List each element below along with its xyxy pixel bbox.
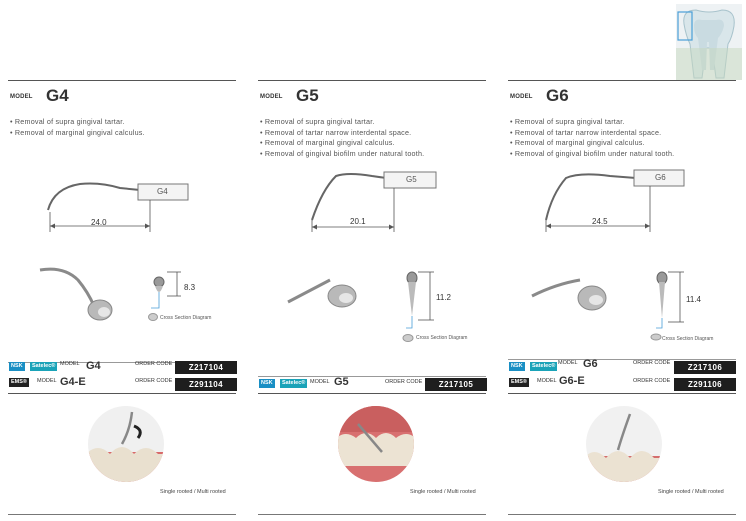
height-dimension: 11.4 xyxy=(686,295,701,304)
order-code: Z217105 xyxy=(425,378,487,391)
section-rule xyxy=(258,80,486,81)
description-item: • Removal of marginal gingival calculus. xyxy=(260,138,424,149)
satelec-tag: Satelec® xyxy=(532,363,556,369)
clinical-photo xyxy=(584,404,664,484)
length-dimension: 20.1 xyxy=(350,217,366,226)
satelec-tag: Satelec® xyxy=(32,363,56,369)
order-model-name: G4-E xyxy=(60,376,86,388)
clinical-photo xyxy=(336,404,416,484)
description-list xyxy=(510,117,674,159)
model-label: MODEL xyxy=(10,94,33,100)
order-code: Z291106 xyxy=(674,378,736,391)
description-item: • Removal of tartar narrow interdental space. xyxy=(260,128,424,139)
length-dimension: 24.5 xyxy=(592,217,608,226)
satelec-tag: Satelec® xyxy=(282,380,306,386)
tip-3d-image xyxy=(34,262,114,324)
height-dimension: 8.3 xyxy=(184,283,196,292)
order-code: Z291104 xyxy=(175,378,237,391)
tip-side-drawing xyxy=(540,164,690,240)
model-label: MODEL xyxy=(510,94,533,100)
ems-tag: EMS® xyxy=(511,379,527,385)
order-code-label: ORDER CODE xyxy=(633,360,671,366)
clinical-photo xyxy=(86,404,166,484)
order-code-label: ORDER CODE xyxy=(385,379,423,385)
order-rule xyxy=(508,359,736,360)
order-rule xyxy=(258,393,486,394)
height-dimension: 11.2 xyxy=(436,293,451,302)
cross-section-label: Cross Section Diagram xyxy=(160,315,212,321)
model-name: G4 xyxy=(46,86,69,105)
root-type-caption: Single rooted / Multi rooted xyxy=(410,489,476,495)
order-model-name: G5 xyxy=(334,376,349,388)
bottom-rule xyxy=(258,514,486,515)
description-item: • Removal of marginal gingival calculus. xyxy=(510,138,674,149)
root-type-caption: Single rooted / Multi rooted xyxy=(160,489,226,495)
order-code-label: ORDER CODE xyxy=(135,361,173,367)
cross-section-label: Cross Section Diagram xyxy=(662,336,714,342)
tip-side-drawing xyxy=(300,166,440,240)
order-model-label: MODEL xyxy=(537,378,557,384)
order-code-label: ORDER CODE xyxy=(135,378,173,384)
description-item: • Removal of supra gingival tartar. xyxy=(260,117,424,128)
order-code: Z217104 xyxy=(175,361,237,374)
nsk-tag: NSK xyxy=(261,380,273,386)
section-rule xyxy=(508,80,736,81)
description-item: • Removal of gingival biofilm under natural tooth. xyxy=(260,149,424,160)
cross-section-diagram xyxy=(648,268,688,342)
description-item: • Removal of marginal gingival calculus. xyxy=(10,128,145,139)
order-model-name: G4 xyxy=(86,360,101,372)
order-code: Z217106 xyxy=(674,361,736,374)
tip-marking: G6 xyxy=(655,173,666,182)
description-item: • Removal of tartar narrow interdental space. xyxy=(510,128,674,139)
order-model-label: MODEL xyxy=(60,361,80,367)
section-rule xyxy=(8,80,236,81)
description-item: • Removal of supra gingival tartar. xyxy=(510,117,674,128)
order-model-label: MODEL xyxy=(310,379,330,385)
tip-marking: G4 xyxy=(157,187,168,196)
order-model-label: MODEL xyxy=(558,360,578,366)
tip-marking: G5 xyxy=(406,175,417,184)
order-model-name: G6-E xyxy=(559,375,585,387)
tip-side-drawing xyxy=(40,170,190,240)
bottom-rule xyxy=(8,514,236,515)
description-item: • Removal of gingival biofilm under natural tooth. xyxy=(510,149,674,160)
tip-3d-image xyxy=(528,266,614,324)
model-name: G6 xyxy=(546,86,569,105)
cross-section-label: Cross Section Diagram xyxy=(416,335,468,341)
description-list xyxy=(10,117,145,138)
nsk-tag: NSK xyxy=(11,363,23,369)
order-model-label: MODEL xyxy=(37,378,57,384)
cross-section-diagram xyxy=(398,268,438,344)
root-type-caption: Single rooted / Multi rooted xyxy=(658,489,724,495)
tooth-cross-section-icon xyxy=(676,4,742,80)
order-model-name: G6 xyxy=(583,358,598,370)
order-rule xyxy=(8,393,236,394)
description-list xyxy=(260,117,424,159)
length-dimension: 24.0 xyxy=(91,218,107,227)
order-rule xyxy=(508,393,736,394)
description-item: • Removal of supra gingival tartar. xyxy=(10,117,145,128)
order-rule xyxy=(258,376,486,377)
model-label: MODEL xyxy=(260,94,283,100)
bottom-rule xyxy=(508,514,736,515)
ems-tag: EMS® xyxy=(11,379,27,385)
order-code-label: ORDER CODE xyxy=(633,378,671,384)
nsk-tag: NSK xyxy=(511,363,523,369)
tip-3d-image xyxy=(284,268,364,324)
model-name: G5 xyxy=(296,86,319,105)
